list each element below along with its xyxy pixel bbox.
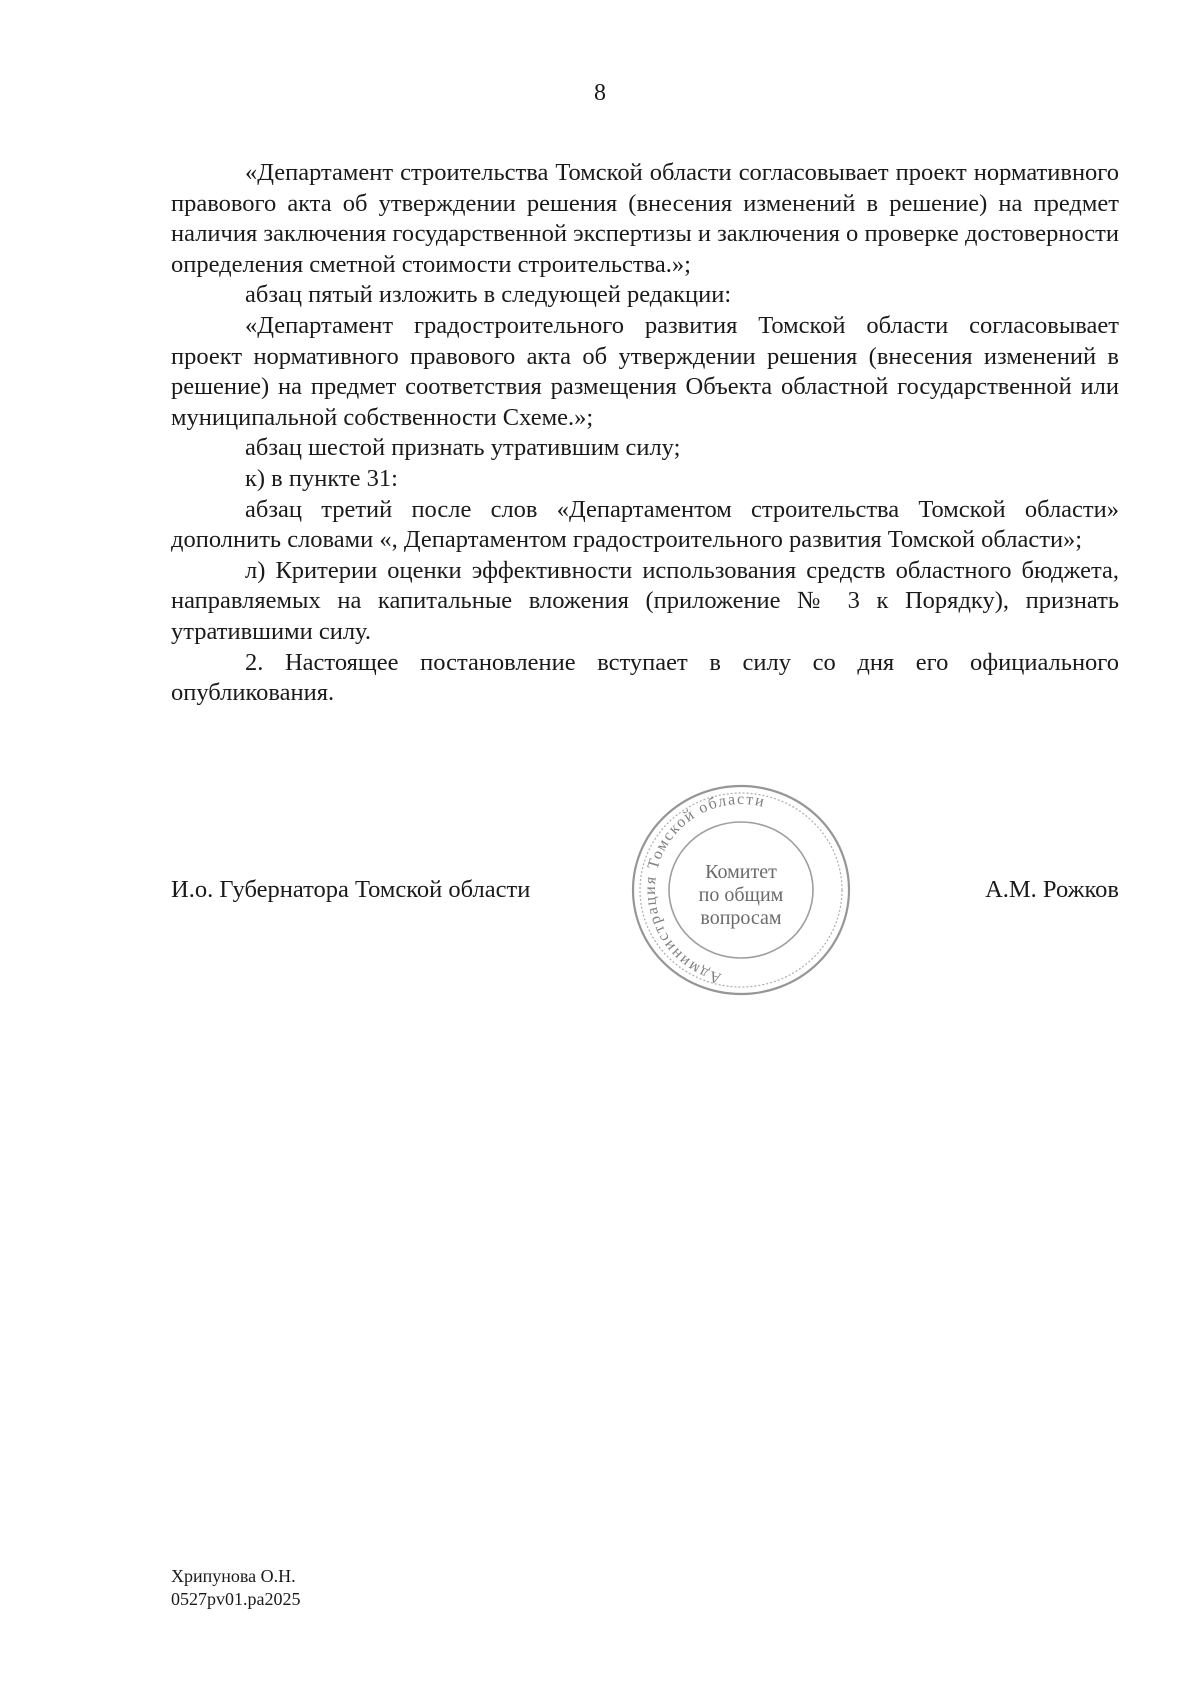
paragraph-effective-date: 2. Настоящее постановление вступает в силу со дня его официального опубликования. [171,648,1119,707]
seal-center-line-2: по общим [698,884,784,906]
paragraph-third-abzac-addition: абзац третий после слов «Департаментом строительства Томской области» дополнить словами «, Департаментом градостроительного развития Томской области»; [171,495,1119,554]
seal-center-line-3: вопросам [700,907,782,929]
paragraph-construction-department: «Департамент строительства Томской области согласовывает проект нормативного правового акта об утверждении решения (внесения изменений в решение) на предмет наличия заключения государственной экспертизы и заключения о проверке достоверности определения сметной стоимости строительства.»; [171,159,1119,278]
signatory-name: А.М. Рожков [985,876,1119,903]
footer-block [171,1565,301,1611]
signatory-position: И.о. Губернатора Томской области [171,876,531,903]
paragraph-urban-development-department: «Департамент градостроительного развития Томской области согласовывает проект нормативного правового акта об утверждении решения (внесения изменений в решение) на предмет соответствия размещения Объекта областной государственной или муниципальной собственности Схеме.»; [171,311,1119,431]
document-code: 0527pv01.pa2025 [171,1589,301,1609]
paragraph-item-l: л) Критерии оценки эффективности использования средств областного бюджета, направляемых на капитальные вложения (приложение № 3 к Порядку), признать утратившими силу. [171,556,1119,645]
paragraph-sixth-abzac-void: абзац шестой признать утратившим силу; [245,434,681,462]
paragraph-fifth-abzac-instruction: абзац пятый изложить в следующей редакции: [245,281,732,309]
page-number: 8 [594,80,606,106]
document-body [171,158,1119,709]
paragraph-item-k: к) в пункте 31: [245,464,398,492]
official-seal-stamp [628,778,854,998]
seal-ring-text: Администрация Томской области [641,791,768,987]
seal-center-line-1: Комитет [705,861,777,883]
executor-name: Хрипунова О.Н. [171,1566,296,1586]
